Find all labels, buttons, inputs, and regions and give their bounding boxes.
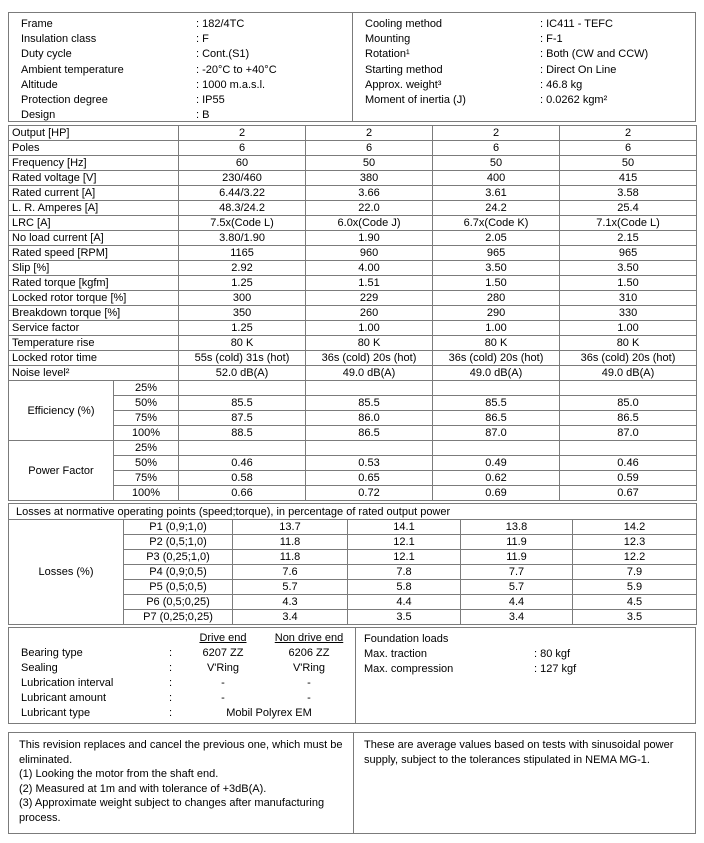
spec-value: 11.9	[461, 535, 573, 550]
footnote-1: (1) Looking the motor from the shaft end.	[19, 768, 219, 781]
row-noise-level	[9, 366, 697, 381]
spec-value: 2.92	[179, 261, 306, 276]
load-point-label: 50%	[114, 456, 179, 471]
spec-value: 14.2	[573, 520, 697, 535]
bearing-type-label: Bearing type	[21, 647, 83, 659]
spec-value: 14.1	[348, 520, 461, 535]
spec-value: 86.0	[306, 411, 433, 426]
general-info-box	[8, 12, 696, 122]
row-locked-rotor-torque	[9, 291, 697, 306]
row-temperature-rise	[9, 336, 697, 351]
spec-value: 87.0	[560, 426, 697, 441]
revision-notes	[9, 733, 353, 833]
lubricant-amount-de: -	[221, 692, 225, 704]
spec-value: 1.50	[433, 276, 560, 291]
field-design	[21, 108, 352, 123]
field-label: Protection degree	[21, 94, 108, 107]
row-rated-speed	[9, 246, 697, 261]
row-no-load-current	[9, 231, 697, 246]
field-insulation-class	[21, 32, 352, 47]
colon: :	[169, 662, 173, 674]
spec-value: 3.5	[573, 610, 697, 625]
spec-value: 49.0 dB(A)	[306, 366, 433, 381]
spec-value: 3.61	[433, 186, 560, 201]
field-label: Cooling method	[365, 18, 443, 30]
bearing-section	[9, 628, 355, 723]
spec-value: 1.50	[560, 276, 697, 291]
spec-label: Noise level²	[9, 366, 179, 381]
spec-value: 6	[433, 141, 560, 156]
operating-point-label: P4 (0,9;0,5)	[124, 565, 233, 580]
tolerance-note-section	[353, 733, 695, 833]
spec-label: Frequency [Hz]	[9, 156, 179, 171]
spec-value: 80 K	[179, 336, 306, 351]
colon: :	[169, 707, 173, 719]
spec-value: 3.58	[560, 186, 697, 201]
spec-value: 6.7x(Code K)	[433, 216, 560, 231]
spec-value: 1.00	[433, 321, 560, 336]
footnote-2: (2) Measured at 1m and with tolerance of +3dB(A).	[19, 782, 267, 795]
spec-value: 0.49	[433, 456, 560, 471]
spec-value: 36s (cold) 20s (hot)	[560, 351, 697, 366]
spec-value: 5.7	[461, 580, 573, 595]
operating-point-label: P5 (0,5;0,5)	[124, 580, 233, 595]
spec-value: 3.4	[461, 610, 573, 625]
efficiency-group-label: Efficiency (%)	[9, 381, 114, 441]
spec-value: 5.9	[573, 580, 697, 595]
power-factor-group-label: Power Factor	[9, 441, 114, 501]
spec-value: 4.4	[461, 595, 573, 610]
row-losses-p1	[9, 520, 697, 535]
spacer	[21, 631, 169, 646]
spec-value: 1.25	[179, 321, 306, 336]
spec-value: 12.1	[348, 550, 461, 565]
row-locked-rotor-time	[9, 351, 697, 366]
field-value: : F-1	[540, 33, 563, 46]
spec-value: 11.9	[461, 550, 573, 565]
row-rated-current	[9, 186, 697, 201]
spec-value: 415	[560, 171, 697, 186]
sealing-nde: V'Ring	[292, 662, 326, 674]
spec-label: Service factor	[9, 321, 179, 336]
field-value: : B	[196, 109, 210, 122]
spec-value: 230/460	[179, 171, 306, 186]
losses-group-label: Losses (%)	[9, 520, 124, 625]
row-rated-torque	[9, 276, 697, 291]
spec-value: 11.8	[233, 550, 348, 565]
spec-value: 87.0	[433, 426, 560, 441]
load-point-label: 100%	[114, 426, 179, 441]
load-point-label: 25%	[114, 381, 179, 396]
spec-value: 0.46	[179, 456, 306, 471]
row-slip	[9, 261, 697, 276]
spec-label: Poles	[9, 141, 179, 156]
field-label: Duty cycle	[21, 48, 72, 61]
spec-value: 50	[306, 156, 433, 171]
operating-point-label: P1 (0,9;1,0)	[124, 520, 233, 535]
row-power-factor-25	[9, 441, 697, 456]
row-frequency	[9, 156, 697, 171]
spec-value: 86.5	[306, 426, 433, 441]
spec-value: 12.2	[573, 550, 697, 565]
spec-label: Rated voltage [V]	[9, 171, 179, 186]
spec-value: 7.6	[233, 565, 348, 580]
spec-value: 85.5	[433, 396, 560, 411]
spec-value: 13.7	[233, 520, 348, 535]
spec-value	[306, 441, 433, 456]
spec-value: 0.65	[306, 471, 433, 486]
spec-value: 0.53	[306, 456, 433, 471]
losses-table	[8, 503, 697, 625]
row-lr-amperes	[9, 201, 697, 216]
spec-value: 80 K	[306, 336, 433, 351]
general-info-right	[352, 13, 695, 121]
spec-value	[179, 381, 306, 396]
spec-value: 310	[560, 291, 697, 306]
spec-value: 290	[433, 306, 560, 321]
spec-value: 11.8	[233, 535, 348, 550]
spec-label: Output [HP]	[9, 126, 179, 141]
field-altitude	[21, 78, 352, 93]
spec-value: 50	[433, 156, 560, 171]
spec-label: Slip [%]	[9, 261, 179, 276]
bearing-type-nde: 6206 ZZ	[288, 647, 330, 659]
spec-value	[433, 441, 560, 456]
row-output-hp	[9, 126, 697, 141]
footnote-3: (3) Approximate weight subject to changes after manufacturing process.	[19, 797, 325, 824]
spec-value: 3.50	[560, 261, 697, 276]
spec-value: 380	[306, 171, 433, 186]
field-label: Ambient temperature	[21, 63, 124, 76]
spec-value: 0.59	[560, 471, 697, 486]
revision-note: This revision replaces and cancel the previous one, which must be eliminated.	[19, 739, 343, 766]
field-rotation	[365, 47, 695, 62]
field-value: : Both (CW and CCW)	[540, 48, 649, 61]
colon: :	[169, 692, 173, 704]
spec-label: Locked rotor torque [%]	[9, 291, 179, 306]
spec-value: 25.4	[560, 201, 697, 216]
row-poles	[9, 141, 697, 156]
spec-value: 0.72	[306, 486, 433, 501]
field-value: : F	[196, 33, 209, 46]
field-max-traction	[364, 647, 695, 662]
field-value: : 46.8 kg	[540, 78, 583, 91]
general-info-left	[9, 13, 352, 121]
spec-value: 300	[179, 291, 306, 306]
spec-value: 85.0	[560, 396, 697, 411]
spec-label: L. R. Amperes [A]	[9, 201, 179, 216]
field-value: : 127 kgf	[534, 663, 577, 675]
spec-value: 22.0	[306, 201, 433, 216]
spec-label: Locked rotor time	[9, 351, 179, 366]
spec-value: 1.90	[306, 231, 433, 246]
spec-value: 50	[560, 156, 697, 171]
field-label: Approx. weight³	[365, 78, 442, 91]
drive-end-header: Drive end	[199, 632, 247, 644]
field-value: : Direct On Line	[540, 63, 617, 76]
spec-value: 85.5	[306, 396, 433, 411]
spec-value: 1.00	[560, 321, 697, 336]
lubricant-amount-nde: -	[307, 692, 311, 704]
spec-value	[433, 381, 560, 396]
spec-value: 0.62	[433, 471, 560, 486]
field-value: : 1000 m.a.s.l.	[196, 78, 266, 91]
spec-value: 2	[433, 126, 560, 141]
lubricant-amount-label: Lubricant amount	[21, 692, 106, 704]
row-efficiency-25	[9, 381, 697, 396]
field-approx-weight	[365, 78, 695, 93]
spec-value: 7.7	[461, 565, 573, 580]
field-label: Starting method	[365, 63, 443, 76]
non-drive-end-header: Non drive end	[274, 632, 344, 644]
spec-value: 24.2	[433, 201, 560, 216]
spec-label: Breakdown torque [%]	[9, 306, 179, 321]
spec-value: 2	[179, 126, 306, 141]
spec-value: 6	[306, 141, 433, 156]
spec-value: 5.7	[233, 580, 348, 595]
field-value: : IC411 - TEFC	[540, 18, 613, 30]
row-breakdown-torque	[9, 306, 697, 321]
colon: :	[169, 647, 173, 659]
spec-value: 86.5	[560, 411, 697, 426]
field-label: Frame	[21, 18, 53, 30]
spec-label: LRC [A]	[9, 216, 179, 231]
losses-header: Losses at normative operating points (speed;torque), in percentage of rated output power	[9, 504, 697, 520]
tolerance-note: These are average values based on tests with sinusoidal power supply, subject to the tolerances stipulated in NEMA MG-1.	[364, 739, 674, 766]
spec-value: 965	[433, 246, 560, 261]
spec-value: 960	[306, 246, 433, 261]
field-label: Altitude	[21, 78, 58, 91]
field-label: Rotation¹	[365, 48, 410, 61]
spec-value: 0.66	[179, 486, 306, 501]
lubrication-interval-nde: -	[307, 677, 311, 689]
spec-value: 3.66	[306, 186, 433, 201]
spec-value: 280	[433, 291, 560, 306]
spec-value: 965	[560, 246, 697, 261]
load-point-label: 25%	[114, 441, 179, 456]
spec-value: 6.44/3.22	[179, 186, 306, 201]
spec-value: 49.0 dB(A)	[433, 366, 560, 381]
spec-value: 5.8	[348, 580, 461, 595]
row-service-factor	[9, 321, 697, 336]
field-frame	[21, 17, 352, 32]
spec-value: 7.8	[348, 565, 461, 580]
field-protection-degree	[21, 93, 352, 108]
spec-value: 60	[179, 156, 306, 171]
bearing-type-de: 6207 ZZ	[202, 647, 244, 659]
spacer	[169, 631, 183, 646]
lubricant-type-label: Lubricant type	[21, 707, 91, 719]
field-starting-method	[365, 63, 695, 78]
spec-value	[179, 441, 306, 456]
spec-value: 80 K	[433, 336, 560, 351]
spec-value: 87.5	[179, 411, 306, 426]
bearing-grid	[21, 631, 355, 721]
spec-value: 1165	[179, 246, 306, 261]
load-point-label: 100%	[114, 486, 179, 501]
field-value: : 182/4TC	[196, 18, 245, 30]
field-label: Design	[21, 109, 56, 122]
spec-value: 12.3	[573, 535, 697, 550]
spec-value: 6	[179, 141, 306, 156]
spec-value: 2.15	[560, 231, 697, 246]
field-label: Max. traction	[364, 648, 427, 660]
ratings-table	[8, 125, 697, 501]
field-mounting	[365, 32, 695, 47]
field-value: : 80 kgf	[534, 648, 571, 660]
spec-value: 2	[560, 126, 697, 141]
spec-value: 3.5	[348, 610, 461, 625]
field-label: Insulation class	[21, 33, 97, 46]
spec-value: 88.5	[179, 426, 306, 441]
spec-value: 2	[306, 126, 433, 141]
spec-value: 7.9	[573, 565, 697, 580]
spec-value: 4.4	[348, 595, 461, 610]
field-duty-cycle	[21, 47, 352, 62]
colon: :	[169, 677, 173, 689]
spec-value: 86.5	[433, 411, 560, 426]
spec-value: 0.67	[560, 486, 697, 501]
spec-value: 36s (cold) 20s (hot)	[433, 351, 560, 366]
operating-point-label: P6 (0,5;0,25)	[124, 595, 233, 610]
spec-label: Temperature rise	[9, 336, 179, 351]
field-value: : -20°C to +40°C	[196, 63, 277, 76]
spec-value: 260	[306, 306, 433, 321]
field-value: : Cont.(S1)	[196, 48, 250, 61]
spec-value: 229	[306, 291, 433, 306]
spec-value: 4.00	[306, 261, 433, 276]
spec-value: 1.25	[179, 276, 306, 291]
spec-value: 0.69	[433, 486, 560, 501]
operating-point-label: P2 (0,5;1,0)	[124, 535, 233, 550]
field-value: : IP55	[196, 94, 225, 107]
foundation-loads-title: Foundation loads	[364, 633, 449, 645]
spec-value: 0.58	[179, 471, 306, 486]
field-moment-of-inertia	[365, 93, 695, 108]
lubrication-interval-de: -	[221, 677, 225, 689]
spec-label: Rated torque [kgfm]	[9, 276, 179, 291]
spec-value: 6.0x(Code J)	[306, 216, 433, 231]
spec-value: 3.50	[433, 261, 560, 276]
sealing-de: V'Ring	[206, 662, 240, 674]
spec-value: 36s (cold) 20s (hot)	[306, 351, 433, 366]
spec-label: No load current [A]	[9, 231, 179, 246]
spec-value: 3.80/1.90	[179, 231, 306, 246]
lubrication-interval-label: Lubrication interval	[21, 677, 114, 689]
spec-value: 1.51	[306, 276, 433, 291]
spec-value: 1.00	[306, 321, 433, 336]
spec-value: 6	[560, 141, 697, 156]
spec-value: 2.05	[433, 231, 560, 246]
load-point-label: 50%	[114, 396, 179, 411]
field-cooling-method	[365, 17, 695, 32]
spec-value: 3.4	[233, 610, 348, 625]
field-label: Mounting	[365, 33, 411, 46]
lubricant-type-value: Mobil Polyrex EM	[226, 707, 312, 719]
spec-value: 12.1	[348, 535, 461, 550]
bearing-foundation-box	[8, 627, 696, 724]
foundation-loads-section	[355, 628, 695, 723]
spec-value: 13.8	[461, 520, 573, 535]
notes-box	[8, 732, 696, 834]
field-value: : 0.0262 kgm²	[540, 94, 608, 107]
spec-value: 330	[560, 306, 697, 321]
spec-value: 350	[179, 306, 306, 321]
field-max-compression	[364, 662, 695, 677]
spec-value: 55s (cold) 31s (hot)	[179, 351, 306, 366]
spec-value: 49.0 dB(A)	[560, 366, 697, 381]
spec-value: 400	[433, 171, 560, 186]
field-label: Max. compression	[364, 663, 454, 675]
spec-value: 4.3	[233, 595, 348, 610]
spec-label: Rated current [A]	[9, 186, 179, 201]
losses-header-row	[9, 504, 697, 520]
spec-value	[560, 441, 697, 456]
spec-value: 0.46	[560, 456, 697, 471]
load-point-label: 75%	[114, 411, 179, 426]
spec-value: 80 K	[560, 336, 697, 351]
spec-value: 48.3/24.2	[179, 201, 306, 216]
spec-value: 4.5	[573, 595, 697, 610]
row-rated-voltage	[9, 171, 697, 186]
sealing-label: Sealing	[21, 662, 58, 674]
field-ambient-temperature	[21, 63, 352, 78]
spec-value: 7.1x(Code L)	[560, 216, 697, 231]
spec-value: 85.5	[179, 396, 306, 411]
spec-value	[306, 381, 433, 396]
spec-value	[560, 381, 697, 396]
operating-point-label: P7 (0,25;0,25)	[124, 610, 233, 625]
field-label: Moment of inertia (J)	[365, 94, 466, 107]
operating-point-label: P3 (0,25;1,0)	[124, 550, 233, 565]
spec-label: Rated speed [RPM]	[9, 246, 179, 261]
spec-value: 7.5x(Code L)	[179, 216, 306, 231]
load-point-label: 75%	[114, 471, 179, 486]
row-lrc	[9, 216, 697, 231]
spec-value: 52.0 dB(A)	[179, 366, 306, 381]
